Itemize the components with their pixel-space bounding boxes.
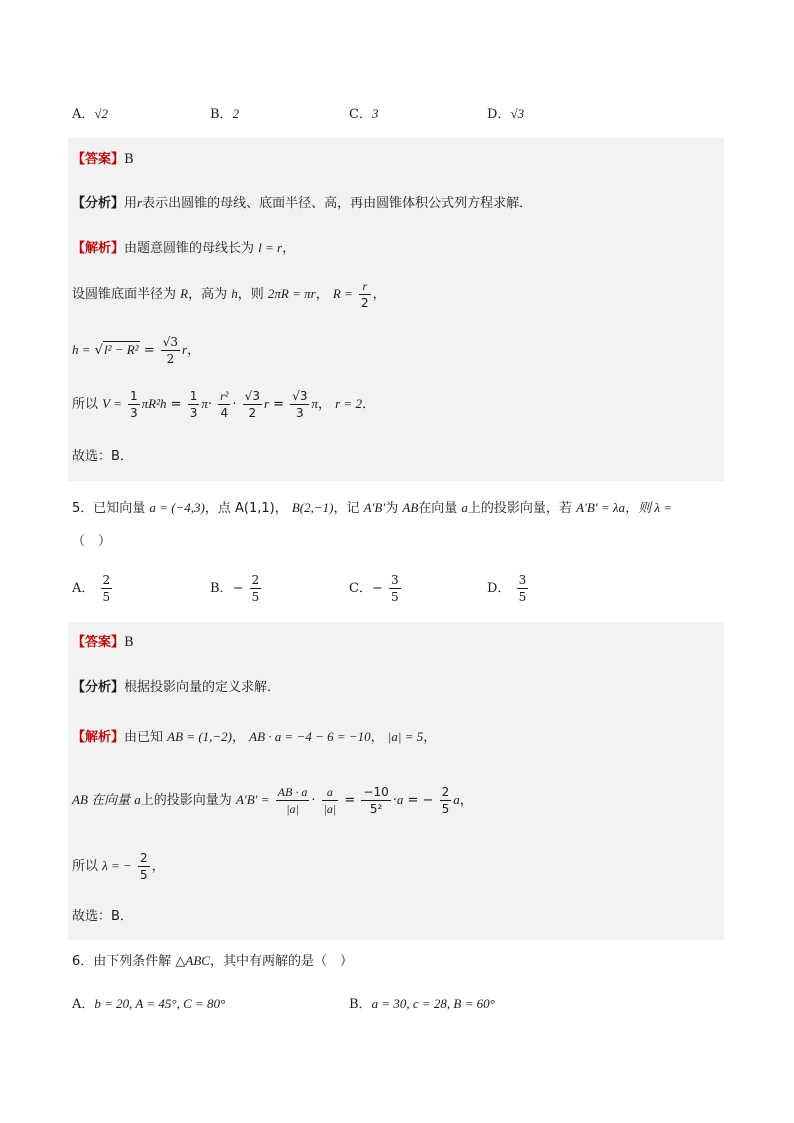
q4-option-d: D．√3 [487, 106, 525, 122]
fraction-sqrt3-over-2: $\frac{√3}{2}$ [162, 335, 179, 366]
q4-option-c: C．3 [349, 106, 379, 122]
q5-blank: （ ） [72, 534, 112, 549]
q4-conclusion: 故选：B． [72, 449, 133, 464]
q5-solution-panel [68, 622, 724, 940]
q5-analysis: 【分析】根据投影向量的定义求解． [72, 680, 281, 695]
q4-solution-panel [68, 138, 724, 481]
q6-option-a: A．b = 20, A = 45°, C = 80° [72, 996, 226, 1012]
q4-solution-line4: 所以 V = $\frac{1}{3}$ πR²h = $\frac{1}{3}$ π· $\frac{\text{r²}}{4}$ · $\frac{√3}{2}$ r = $\frac{√3}{3}$ π， r = 2． [72, 389, 375, 420]
q5-solution-line3: 所以 λ = − $\frac{2}{5}$ ， [72, 851, 165, 882]
q6-stem: 6．由下列条件解 △ABC，其中有两解的是（ ） [72, 953, 353, 969]
q4-solution-line2: 设圆锥底面半径为 R，高为 h，则 2πR = πr， R = $\frac{r}{2}$ ， [72, 279, 386, 310]
q5-conclusion: 故选：B． [72, 909, 133, 924]
q5-option-b: B．− $\frac{2}{5}$ [210, 573, 260, 604]
q5-option-a: A． $\frac{2}{5}$ [72, 573, 111, 604]
q5-solution-line1: 【解析】由已知 AB = (1,−2)， AB · a = −4 − 6 = −10， |a| = 5， [72, 729, 437, 745]
fraction-r-over-2: $\frac{r}{2}$ [360, 279, 369, 310]
q5-solution-line2: AB 在向量 a上的投影向量为 A′B′ = $\frac{AB \cdot a}{|a|}$ · $\frac{a}{|a|}$ = $\frac{-10}{\text{5²}}$ ·a = − $\frac{2}{5}$ a， [72, 785, 473, 816]
q5-option-c: C．− $\frac{3}{5}$ [349, 573, 399, 604]
q4-answer: 【答案】B [72, 152, 134, 167]
q4-solution-line1: 【解析】由题意圆锥的母线长为 l = r， [72, 240, 296, 256]
q4-option-a: A．√2 [72, 106, 109, 122]
q6-option-b: B．a = 30, c = 28, B = 60° [349, 996, 495, 1012]
q5-stem: 5．已知向量 a = (−4,3)，点 A(1,1)， B(2,−1)，记 A′B′为 AB在向量 a上的投影向量，若 A′B′ = λa，则 λ = [72, 500, 672, 516]
q4-solution-line3: h = √l² − R² = $\frac{√3}{2}$ r， [72, 335, 201, 366]
q5-option-d: D． $\frac{3}{5}$ [487, 573, 527, 604]
q5-answer: 【答案】B [72, 635, 134, 650]
q4-analysis: 【分析】用r表示出圆锥的母线、底面半径、高，再由圆锥体积公式列方程求解． [72, 195, 533, 211]
q4-option-b: B．2 [210, 106, 240, 122]
